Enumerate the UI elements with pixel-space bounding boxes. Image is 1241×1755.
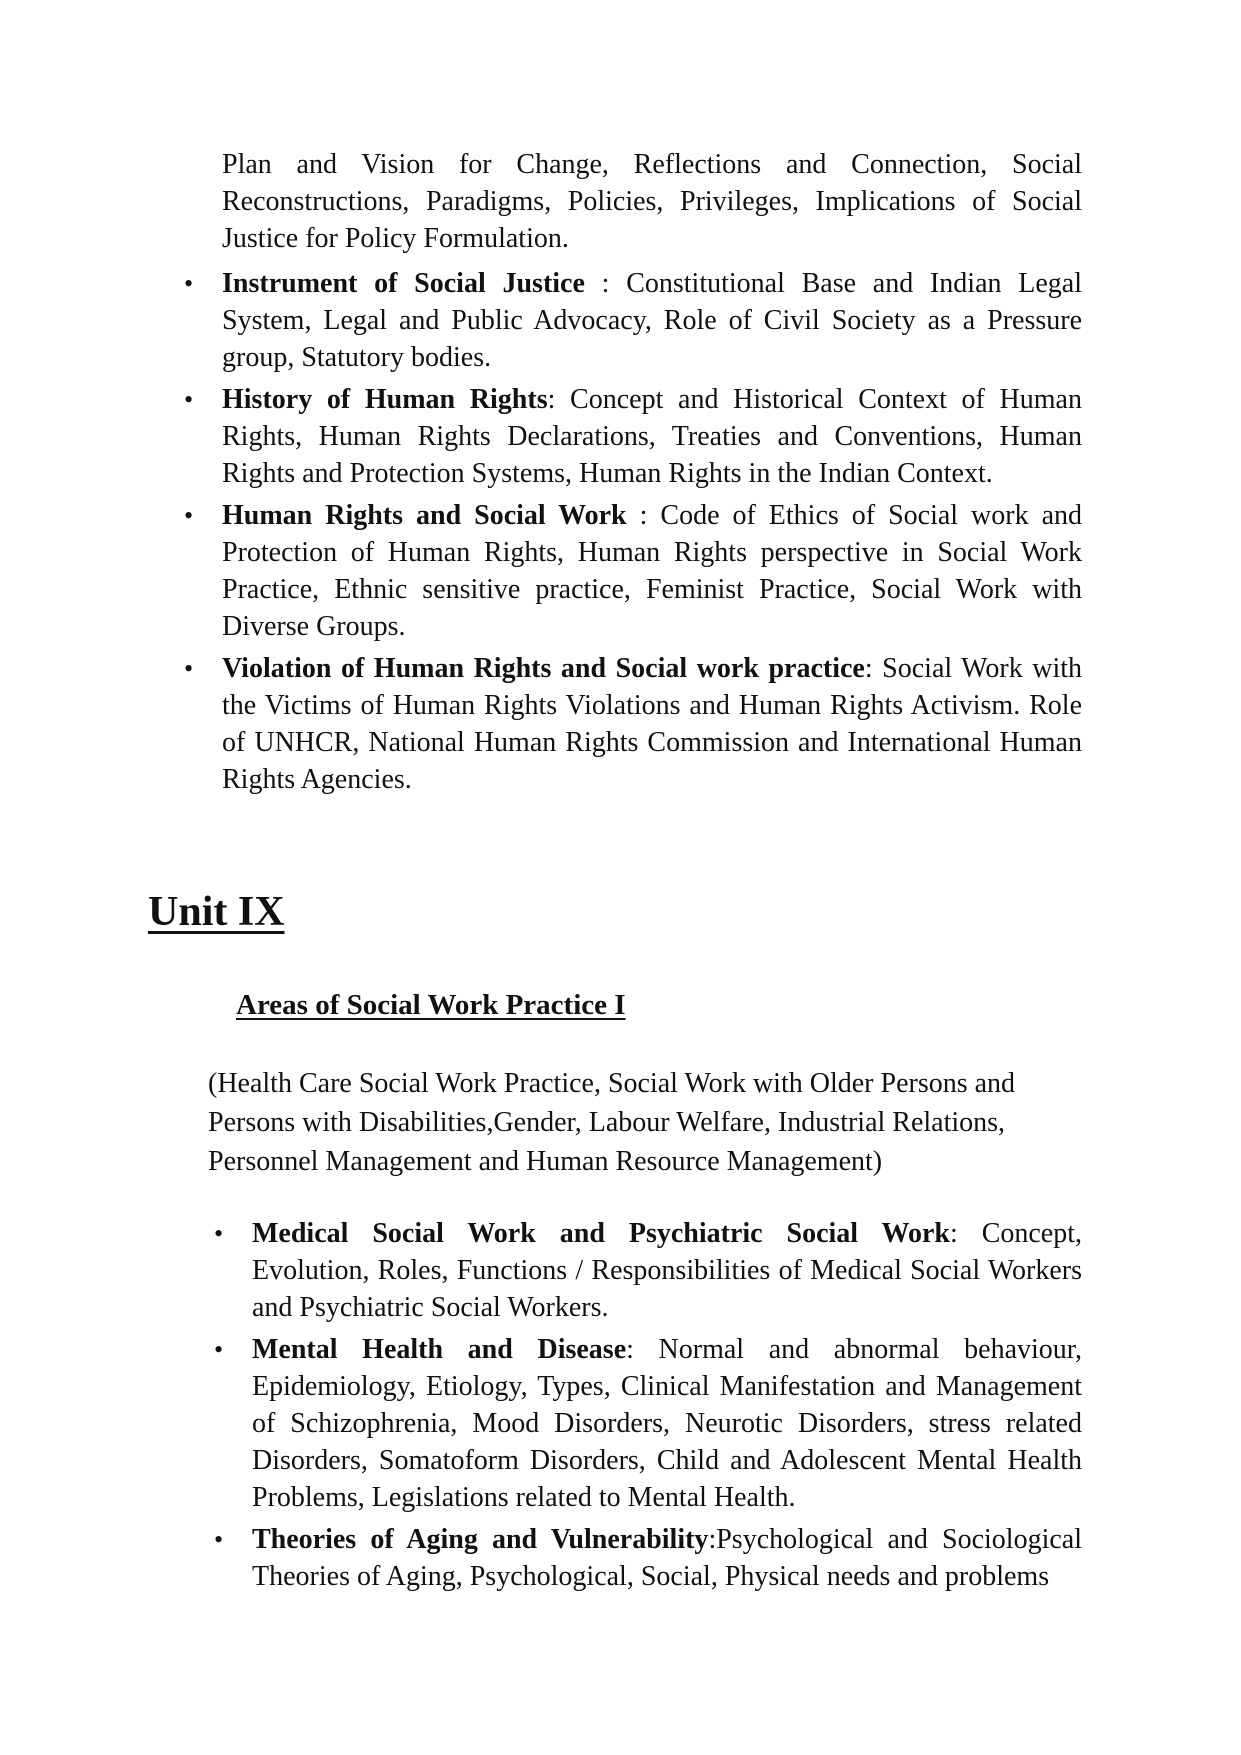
item-separator: : xyxy=(626,500,661,531)
bullet-icon: • xyxy=(214,1525,224,1554)
item-text: Social Work with the Victims of Human Rights Violations and Human Rights Activism. Role of UNHCR, National Human Rights Commission and International Human Rights Agencies. xyxy=(222,653,1083,795)
bullet-icon: • xyxy=(214,1335,224,1364)
list-item xyxy=(184,265,1082,376)
item-separator: : xyxy=(864,653,883,684)
scope-line: Personnel Management and Human Resource Management) xyxy=(208,1146,883,1177)
human-rights-list xyxy=(184,265,1083,803)
list-item xyxy=(214,1521,1082,1595)
item-text: Code of Ethics of Social work and Protection of Human Rights, Human Rights perspective in Social Work Practice, Ethnic sensitive practice, Feminist Practice, Social Work with Diverse Groups. xyxy=(222,500,1082,642)
bullet-icon: • xyxy=(184,385,194,414)
list-item xyxy=(184,381,1082,492)
list-item xyxy=(184,497,1082,645)
scope-line: (Health Care Social Work Practice, Social Work with Older Persons and xyxy=(208,1068,1016,1099)
item-text: Normal and abnormal behaviour, Epidemiology, Etiology, Types, Clinical Manifestation and Management of Schizophrenia, Mood Disorders, Neurotic Disorders, stress related Disorders, Somatoform Disorders, Child and Adolescent Mental Health Problems, Legislations related to Mental Health. xyxy=(252,1334,1082,1513)
item-title: Mental Health and Disease xyxy=(252,1334,627,1365)
item-text: Concept, Evolution, Roles, Functions / Responsibilities of Medical Social Workers and Psychiatric Social Workers. xyxy=(252,1218,1083,1323)
bullet-icon: • xyxy=(184,269,194,298)
item-separator: : xyxy=(626,1334,659,1365)
item-separator: : xyxy=(584,268,627,299)
item-text: Psychological and Sociological Theories of Aging, Psychological, Social, Physical needs and problems xyxy=(252,1524,1082,1592)
item-separator: : xyxy=(708,1524,717,1555)
unit-heading: Unit IX xyxy=(148,889,285,935)
item-title: Theories of Aging and Vulnerability xyxy=(252,1524,709,1555)
scope-paragraph xyxy=(208,1064,1082,1181)
list-item xyxy=(184,650,1083,798)
practice-areas-list xyxy=(214,1215,1083,1600)
item-separator: : xyxy=(547,384,571,415)
scope-line: Persons with Disabilities,Gender, Labour Welfare, Industrial Relations, xyxy=(208,1107,1006,1138)
bullet-icon: • xyxy=(184,654,194,683)
item-title: Violation of Human Rights and Social work practice xyxy=(222,653,865,684)
section-subheading: Areas of Social Work Practice I xyxy=(236,989,626,1021)
bullet-icon: • xyxy=(184,501,194,530)
item-text: Concept and Historical Context of Human Rights, Human Rights Declarations, Treaties and Conventions, Human Rights and Protection Systems, Human Rights in the Indian Context. xyxy=(222,384,1082,489)
item-title: History of Human Rights xyxy=(222,384,548,415)
item-title: Human Rights and Social Work xyxy=(222,500,627,531)
intro-paragraph: Plan and Vision for Change, Reflections and Connection, Social Reconstructions, Paradigms, Policies, Privileges, Implications of Social Justice for Policy Formulation. xyxy=(222,149,1082,254)
list-item xyxy=(214,1215,1083,1326)
list-item xyxy=(214,1331,1082,1516)
item-separator: : xyxy=(949,1218,982,1249)
bullet-icon: • xyxy=(214,1219,224,1248)
item-title: Instrument of Social Justice xyxy=(222,268,585,299)
item-title: Medical Social Work and Psychiatric Social Work xyxy=(252,1218,950,1249)
item-text: Constitutional Base and Indian Legal System, Legal and Public Advocacy, Role of Civil Society as a Pressure group, Statutory bodies. xyxy=(222,268,1082,373)
